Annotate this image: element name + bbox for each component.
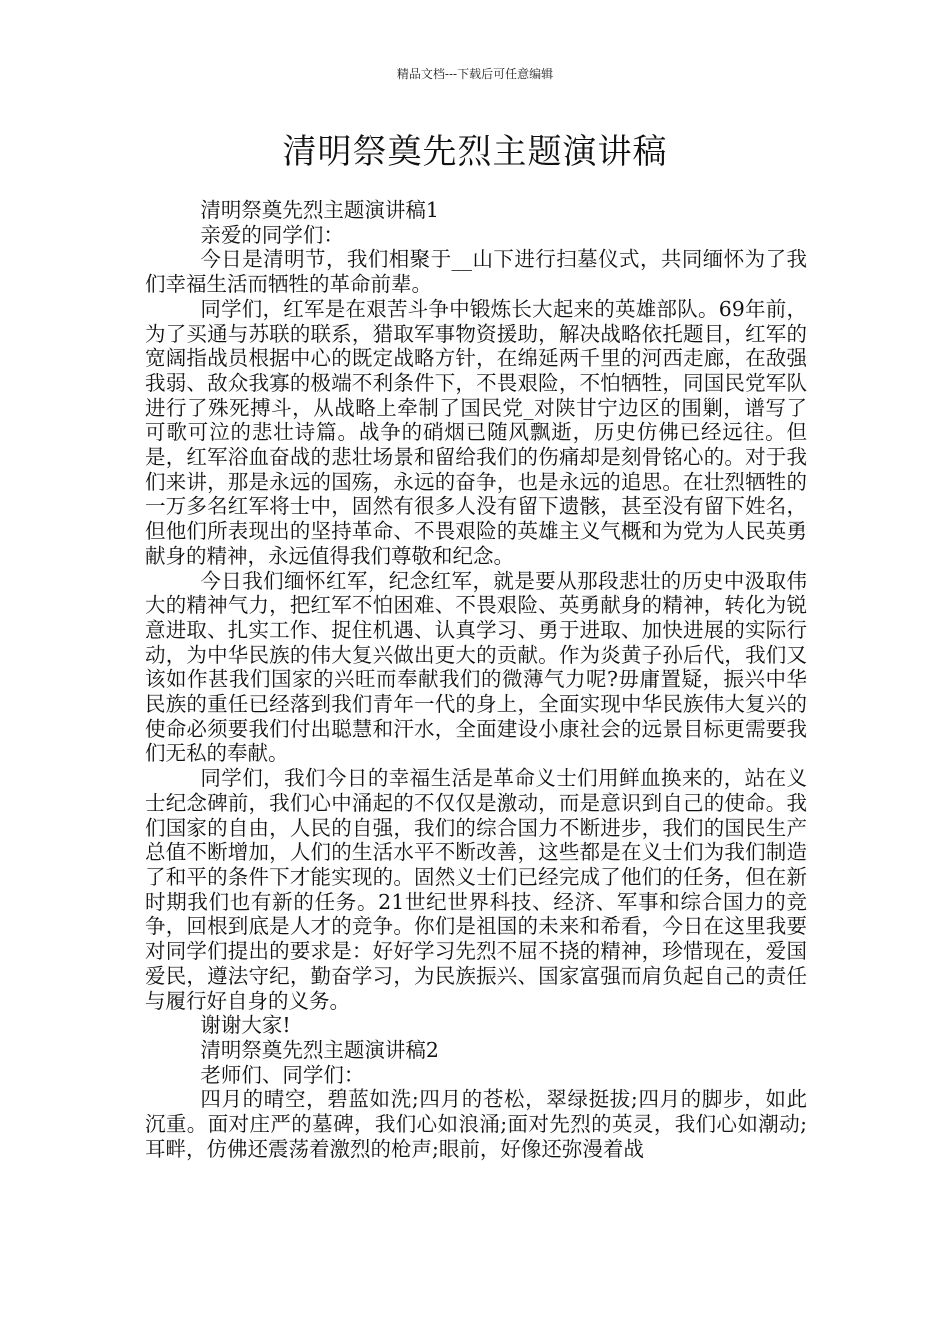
- salutation-2: 老师们、同学们：: [200, 1062, 365, 1087]
- closing-line: 谢谢大家!: [200, 1013, 291, 1038]
- paragraph: 今日是清明节，我们相聚于__山下进行扫墓仪式，共同缅怀为了我们幸福生活而牺牲的革命前辈。: [145, 247, 807, 297]
- paragraph: 同学们，红军是在艰苦斗争中锻炼长大起来的英雄部队。69年前，为了买通与苏联的联系，猎取军事物资援助，解决战略依托题目，红军的宽阔指战员根据中心的既定战略方针，在绵延两千里的河西走廊，在敌强我弱、敌众我寡的极端不利条件下，不畏艰险，不怕牺牲，同国民党军队进行了殊死搏斗，从战略上牵制了国民党_对陕甘宁边区的围剿，谱写了可歌可泣的悲壮诗篇。战争的硝烟已随风飘逝，历史仿佛已经远往。但是，红军浴血奋战的悲壮场景和留给我们的伤痛却是刻骨铭心的。对于我们来讲，那是永远的国殇，永远的奋争，也是永远的追思。在壮烈牺牲的一万多名红军将士中，固然有很多人没有留下遗骸，甚至没有留下姓名，但他们所表现出的坚持革命、不畏艰险的英雄主义气概和为党为人民英勇献身的精神，永远值得我们尊敬和纪念。: [145, 296, 807, 568]
- section-heading-1: 清明祭奠先烈主题演讲稿1: [200, 198, 439, 222]
- salutation-1: 亲爱的同学们：: [200, 222, 344, 247]
- paragraph: 同学们，我们今日的幸福生活是革命义士们用鲜血换来的，站在义士纪念碑前，我们心中涌起的不仅仅是激动，而是意识到自己的使命。我们国家的自由，人民的自强，我们的综合国力不断进步，我们的国民生产总值不断增加，人们的生活水平不断改善，这些都是在义士们为我们制造了和平的条件下才能实现的。固然义士们已经完成了他们的任务，但在新时期我们也有新的任务。21世纪世界科技、经济、军事和综合国力的竞争，回根到底是人才的竞争。你们是祖国的未来和希看，今日在这里我要对同学们提出的要求是：好好学习先烈不屈不挠的精神，珍惜现在，爱国爱民，遵法守纪，勤奋学习，为民族振兴、国家富强而肩负起自己的责任与履行好自身的义务。: [145, 766, 807, 1013]
- section-heading-2: 清明祭奠先烈主题演讲稿2: [200, 1037, 439, 1062]
- paragraph: 今日我们缅怀红军，纪念红军，就是要从那段悲壮的历史中汲取伟大的精神气力，把红军不怕困难、不畏艰险、英勇献身的精神，转化为锐意进取、扎实工作、捉住机遇、认真学习、勇于进取、加快进展的实际行动，为中华民族的伟大复兴做出更大的贡献。作为炎黄子孙后代，我们又该如作甚我们国家的兴旺而奉献我们的微薄气力呢?毋庸置疑，振兴中华民族的重任已经落到我们青年一代的身上，全面实现中华民族伟大复兴的使命必须要我们付出聪慧和汗水，全面建设小康社会的远景目标更需要我们无私的奉献。: [145, 568, 807, 766]
- header-note: 精品文档---下载后可任意编辑: [396, 67, 554, 81]
- document-body: [145, 198, 807, 1161]
- document-title: 清明祭奠先烈主题演讲稿: [282, 132, 668, 172]
- paragraph: 四月的晴空，碧蓝如洗;四月的苍松，翠绿挺拔;四月的脚步，如此沉重。面对庄严的墓碑，我们心如浪涌;面对先烈的英灵，我们心如潮动;耳畔，仿佛还震荡着激烈的枪声;眼前，好像还弥漫着战: [145, 1087, 807, 1161]
